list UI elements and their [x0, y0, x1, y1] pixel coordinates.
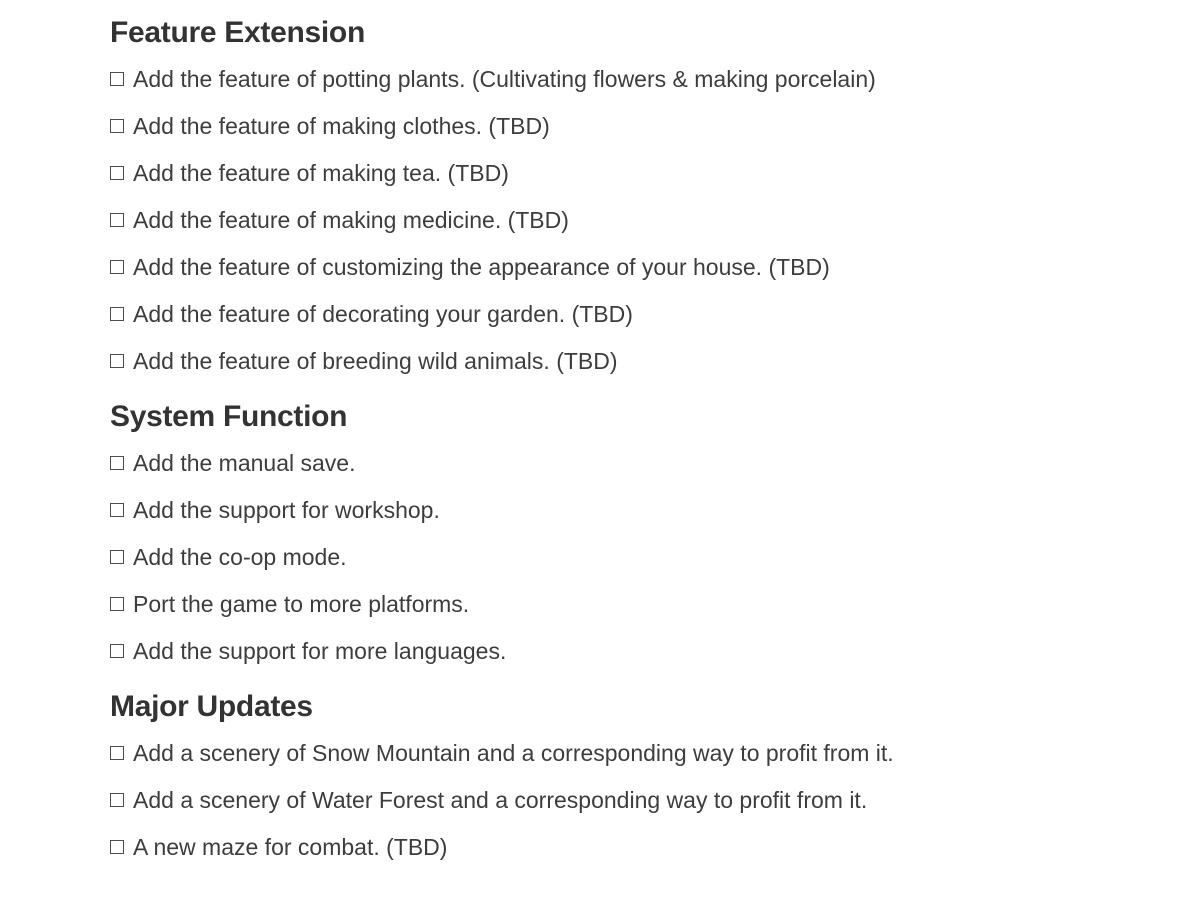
checkbox-unchecked-icon[interactable]	[110, 503, 124, 517]
checklist-item	[110, 346, 1160, 376]
checklist-item-label: Add the co-op mode.	[133, 544, 347, 570]
checkbox-unchecked-icon[interactable]	[110, 72, 124, 86]
checklist-item-label: Port the game to more platforms.	[133, 591, 470, 617]
checklist-item-label: Add the feature of decorating your garden. (TBD)	[133, 301, 633, 327]
checklist-item	[110, 448, 1160, 478]
checklist-item-label: Add the feature of breeding wild animals. (TBD)	[133, 348, 618, 374]
checkbox-unchecked-icon[interactable]	[110, 354, 124, 368]
checklist-item	[110, 299, 1160, 329]
checklist-item	[110, 589, 1160, 619]
checklist-item	[110, 636, 1160, 666]
checklist-item	[110, 738, 1160, 768]
section-title: Major Updates	[110, 690, 313, 723]
checklist-item-label: Add the manual save.	[133, 450, 356, 476]
checklist-item	[110, 111, 1160, 141]
checkbox-unchecked-icon[interactable]	[110, 166, 124, 180]
checklist-item	[110, 542, 1160, 572]
checklist-item-label: A new maze for combat. (TBD)	[133, 834, 448, 860]
checkbox-unchecked-icon[interactable]	[110, 550, 124, 564]
checklist-item	[110, 785, 1160, 815]
checkbox-unchecked-icon[interactable]	[110, 597, 124, 611]
section-title: Feature Extension	[110, 16, 365, 49]
checklist-item	[110, 205, 1160, 235]
checkbox-unchecked-icon[interactable]	[110, 746, 124, 760]
checklist-item	[110, 495, 1160, 525]
checklist-item-label: Add the support for more languages.	[133, 638, 507, 664]
checklist-item-label: Add the feature of potting plants. (Cultivating flowers & making porcelain)	[133, 66, 876, 92]
checklist-item-label: Add the feature of customizing the appearance of your house. (TBD)	[133, 254, 830, 280]
checkbox-unchecked-icon[interactable]	[110, 456, 124, 470]
checklist-item	[110, 64, 1160, 94]
section-title: System Function	[110, 400, 348, 433]
checklist-item-label: Add a scenery of Water Forest and a corresponding way to profit from it.	[133, 787, 868, 813]
checklist-item	[110, 252, 1160, 282]
checklist-item-label: Add the support for workshop.	[133, 497, 440, 523]
section-system-function	[110, 398, 1160, 666]
checkbox-unchecked-icon[interactable]	[110, 644, 124, 658]
section-feature-extension	[110, 14, 1160, 376]
checklist-item-label: Add a scenery of Snow Mountain and a corresponding way to profit from it.	[133, 740, 894, 766]
checkbox-unchecked-icon[interactable]	[110, 119, 124, 133]
checkbox-unchecked-icon[interactable]	[110, 260, 124, 274]
checklist-item-label: Add the feature of making tea. (TBD)	[133, 160, 509, 186]
checkbox-unchecked-icon[interactable]	[110, 213, 124, 227]
checkbox-unchecked-icon[interactable]	[110, 840, 124, 854]
checklist-item-label: Add the feature of making medicine. (TBD)	[133, 207, 569, 233]
checkbox-unchecked-icon[interactable]	[110, 307, 124, 321]
checklist-item	[110, 158, 1160, 188]
checklist-item	[110, 832, 1160, 862]
checkbox-unchecked-icon[interactable]	[110, 793, 124, 807]
section-major-updates	[110, 688, 1160, 862]
checklist-item-label: Add the feature of making clothes. (TBD)	[133, 113, 550, 139]
